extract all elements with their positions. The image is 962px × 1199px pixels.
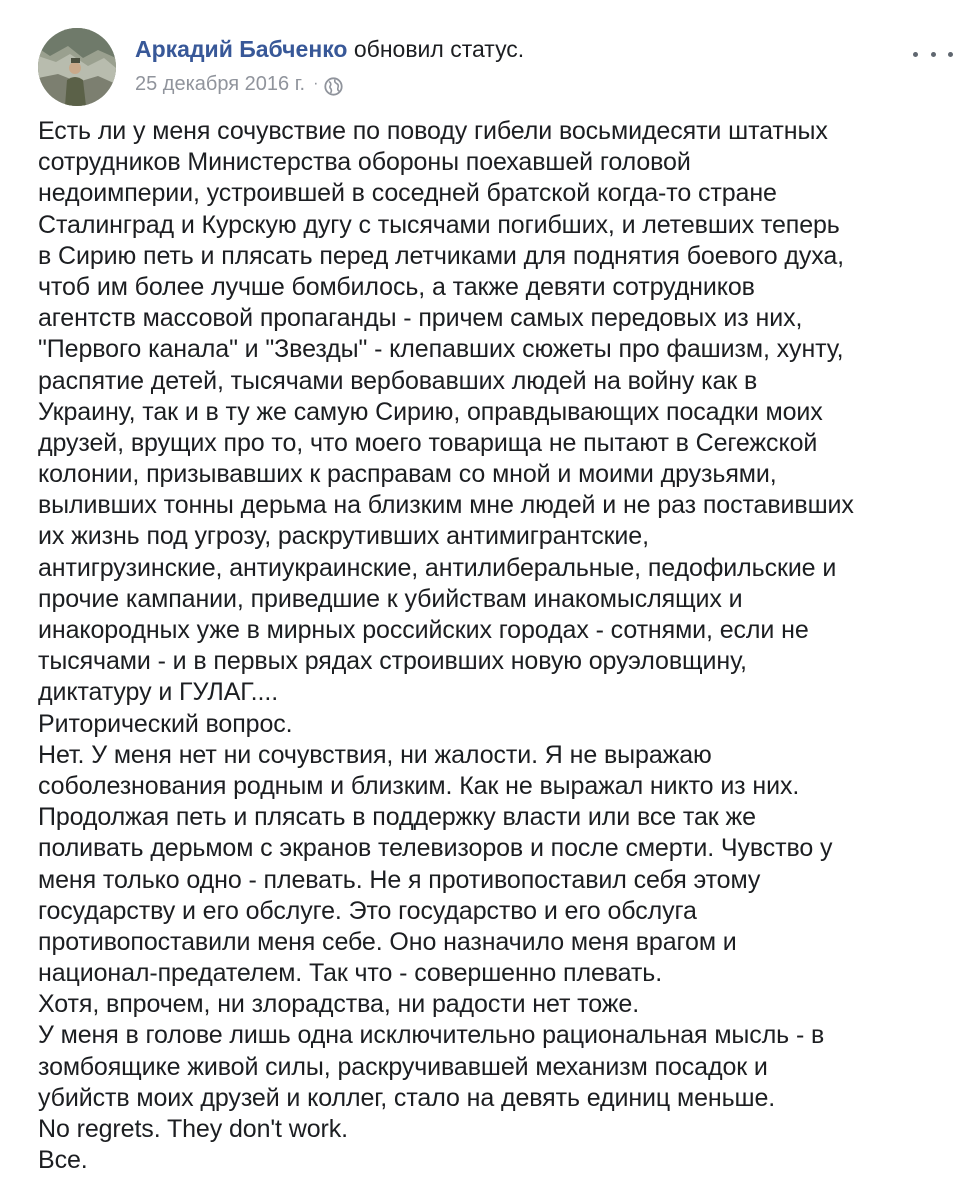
more-dot-icon	[913, 52, 918, 57]
post-date-link[interactable]: 25 декабря 2016 г.	[135, 73, 306, 95]
post-text-line: Все.	[38, 1146, 88, 1175]
post-meta	[135, 70, 343, 98]
post-text-line: меня только одно - плевать. Не я противопоставил себя этому	[38, 865, 761, 894]
post-text-line: Сталинград и Курскую дугу с тысячами погибших, и летевших теперь	[38, 210, 840, 239]
more-dot-icon	[931, 52, 936, 57]
more-options-button[interactable]	[913, 44, 953, 64]
meta-separator: ·	[313, 75, 319, 92]
post-text-line: колонии, призывавших к расправам со мной и моими друзьями,	[38, 460, 777, 489]
post-text-line: инакородных уже в мирных российских городах - сотнями, если не	[38, 616, 809, 644]
post-text-line: Украину, так и в ту же самую Сирию, оправдывающих посадки моих	[38, 397, 823, 426]
post-text-line: прочие кампании, приведшие к убийствам инакомыслящих и	[38, 584, 743, 613]
post-text-line: выливших тонны дерьма на близким мне людей и не раз поставивших	[38, 491, 854, 520]
post-text-line: зомбоящике живой силы, раскручивавшей механизм посадок и	[38, 1052, 768, 1081]
post-text-line: У меня в голове лишь одна исключительно рациональная мысль - в	[38, 1021, 825, 1050]
post-text-line: антигрузинские, антиукраинские, антилиберальные, педофильские и	[38, 553, 837, 582]
post-body	[38, 116, 943, 1176]
avatar-photo-icon	[38, 28, 116, 106]
post-text-line: распятие детей, тысячами вербовавших людей на войну как в	[38, 366, 758, 395]
post-text-line: их жизнь под угрозу, раскрутивших антимигрантские,	[38, 522, 649, 551]
post-text-line: диктатуру и ГУЛАГ....	[38, 678, 279, 707]
post-text-line: Продолжая петь и плясать в поддержку власти или все так же	[38, 803, 756, 832]
post-text-line: чтоб им более лучше бомбилось, а также девяти сотрудников	[38, 272, 755, 301]
post-text-line: агентств массовой пропаганды - причем самых передовых из них,	[38, 304, 803, 333]
post-text-line: противопоставили меня себе. Оно назначило меня врагом и	[38, 927, 737, 956]
post-text-line: друзей, врущих про то, что моего товарища не пытают в Сегежской	[38, 428, 818, 457]
post-text-line: государству и его обслуге. Это государство и его обслуга	[38, 896, 697, 925]
post-text-line: сотрудников Министерства обороны поехавшей головой	[38, 148, 691, 177]
globe-icon[interactable]	[324, 76, 343, 95]
post-text-line: тысячами - и в первых рядах строивших новую оруэловщину,	[38, 647, 747, 676]
post-text-line: Хотя, впрочем, ни злорадства, ни радости нет тоже.	[38, 990, 640, 1019]
more-dot-icon	[948, 52, 953, 57]
post-text-line: поливать дерьмом с экранов телевизоров и после смерти. Чувство у	[38, 834, 833, 863]
post-text-line: No regrets. They don't work.	[38, 1115, 348, 1143]
author-name-link[interactable]: Аркадий Бабченко	[135, 36, 348, 62]
post-action-text: обновил статус.	[353, 36, 525, 62]
author-avatar[interactable]	[38, 28, 116, 106]
post-text-line: Есть ли у меня сочувствие по поводу гибели восьмидесяти штатных	[38, 117, 828, 145]
post-text-line: "Первого канала" и "Звезды" - клепавших сюжеты про фашизм, хунту,	[38, 335, 844, 364]
post-header	[38, 28, 938, 108]
post-text-line: соболезнования родным и близким. Как не выражал никто из них.	[38, 771, 800, 800]
post-text-line: убийств моих друзей и коллег, стало на девять единиц меньше.	[38, 1083, 776, 1112]
post-text-line: в Сирию петь и плясать перед летчиками для поднятия боевого духа,	[38, 241, 845, 270]
author-line	[135, 33, 524, 65]
post-text-line: Нет. У меня нет ни сочувствия, ни жалости. Я не выражаю	[38, 740, 712, 769]
post-text-line: недоимперии, устроившей в соседней братской когда-то стране	[38, 179, 777, 208]
post-text-line: Риторический вопрос.	[38, 709, 293, 738]
post-text-line: национал-предателем. Так что - совершенно плевать.	[38, 959, 663, 988]
